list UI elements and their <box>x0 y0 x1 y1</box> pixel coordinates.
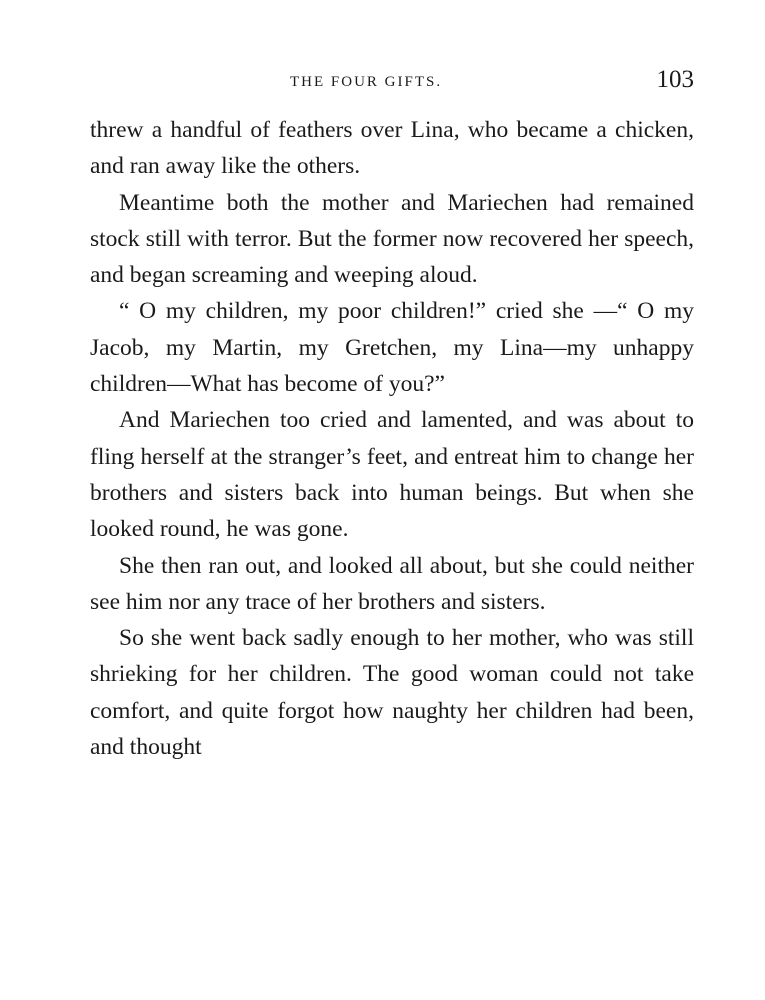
paragraph: So she went back sadly enough to her mother, who was still shrieking for her children. The good woman could not take comfort, and quite forgot how naughty her children had been, and thought <box>90 625 694 761</box>
page-number: 103 <box>656 66 694 93</box>
paragraph: And Mariechen too cried and lamented, and was about to fling herself at the stranger’s feet, and entreat him to change her brothers and sisters back into human beings. But when she looked round, he was gone. <box>90 407 694 543</box>
paragraph: Meantime both the mother and Mariechen had remained stock still with terror. But the former now recovered her speech, and began screaming and weeping aloud. <box>90 189 694 289</box>
body-text <box>90 112 694 765</box>
running-head <box>90 64 694 104</box>
paragraph: She then ran out, and looked all about, but she could neither see him nor any trace of her brothers and sisters. <box>90 552 694 615</box>
running-title: THE FOUR GIFTS. <box>290 74 443 90</box>
paragraph: “ O my children, my poor children!” cried she —“ O my Jacob, my Martin, my Gretchen, my Lina—my unhappy children—What has become of you?” <box>90 298 694 398</box>
paragraph: threw a handful of feathers over Lina, who became a chicken, and ran away like the others. <box>90 117 694 180</box>
